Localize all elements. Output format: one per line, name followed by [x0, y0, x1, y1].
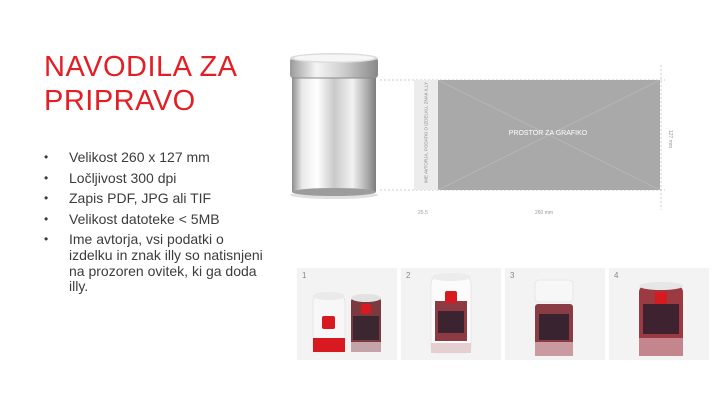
list-item: [44, 232, 269, 294]
step-number: 4: [614, 271, 619, 280]
cans-image: [309, 286, 387, 356]
list-item: [44, 191, 269, 207]
slide-title: NAVODILA ZA PRIPRAVO: [44, 51, 236, 117]
author-info-strip: [414, 80, 438, 190]
bullet-icon: •: [44, 150, 49, 164]
overlap-dimension-label: 25.5: [418, 210, 428, 216]
step-thumbnail-3: [505, 268, 605, 360]
graphic-area-label: PROSTOR ZA GRAFIKO: [508, 130, 588, 137]
instructions-list: [44, 150, 269, 295]
list-item: [44, 150, 269, 166]
width-dimension-label: 260 mm: [535, 210, 554, 216]
bullet-icon: •: [44, 170, 49, 185]
bullet-text: Ime avtorja, vsi podatki o izdelku in znak illy so natisnjeni na prozoren ovitek, ki ga doda illy.: [69, 231, 263, 295]
step-number: 3: [510, 271, 515, 280]
finished-can-image: [633, 282, 689, 358]
list-item: [44, 212, 269, 228]
list-item: [44, 171, 269, 187]
can-opening-image: [527, 278, 587, 358]
height-dimension-label: 127 mm: [667, 130, 673, 149]
step-number: 1: [302, 271, 307, 280]
bullet-text: Ločljivost 300 dpi: [69, 169, 177, 186]
strip-label: IME AVTORJA, PODATKI O IZDELKU, ZNAK ILLY: [423, 82, 429, 183]
bullet-icon: •: [44, 211, 49, 226]
metal-can-image: [286, 50, 386, 200]
bullet-icon: •: [44, 191, 49, 206]
can-with-sleeve-image: [421, 271, 481, 357]
step-thumbnail-4: [609, 268, 709, 360]
bullet-text: Velikost datoteke < 5MB: [69, 210, 220, 227]
step-thumbnail-2: [401, 268, 501, 360]
bullet-icon: •: [44, 232, 49, 247]
bullet-text: Zapis PDF, JPG ali TIF: [69, 190, 212, 207]
bullet-text: Velikost 260 x 127 mm: [69, 149, 210, 165]
step-thumbnail-1: [297, 268, 397, 360]
step-number: 2: [406, 271, 411, 280]
